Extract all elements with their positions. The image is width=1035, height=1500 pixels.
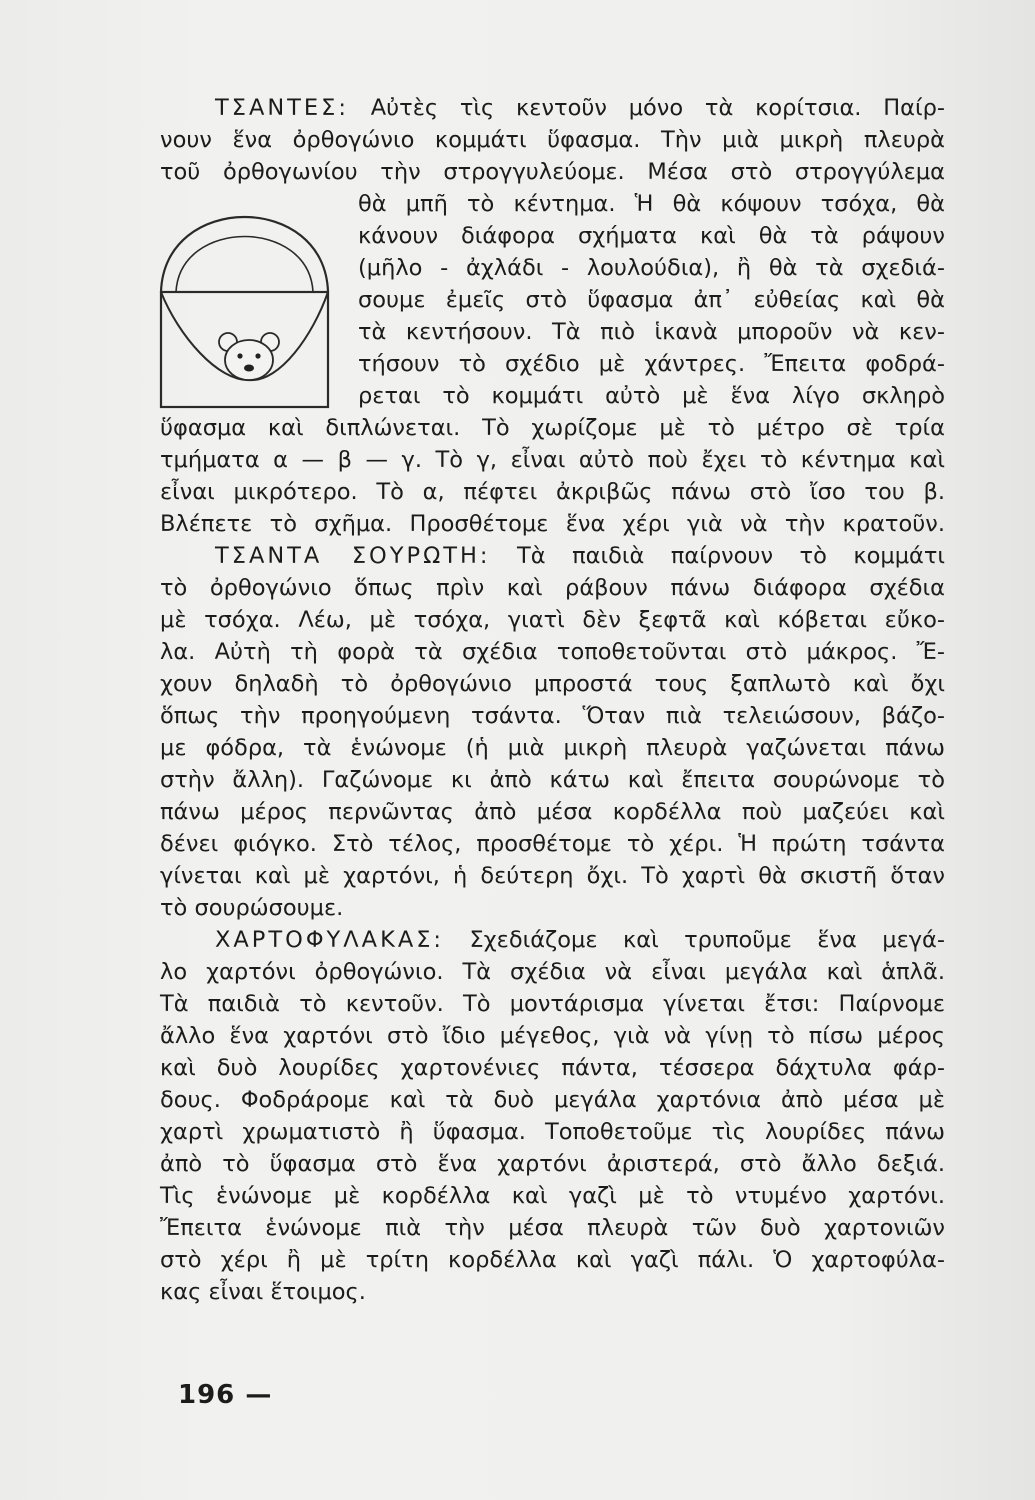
text-line: τοῦ ὀρθογωνίου τὴν στρογγυλεύομε. Μέσα στὸ στρογγύλεμα (160, 159, 945, 185)
text-line: τὰ κεντήσουν. Τὰ πιὸ ἱκανὰ μποροῦν νὰ κεν- (358, 319, 945, 345)
heading-tsanta-sourwti: ΤΣΑΝΤΑ ΣΟΥΡΩΤΗ: (215, 543, 491, 569)
text-line: δένει φιόγκο. Στὸ τέλος, προσθέτομε τὸ χέρι. Ἡ πρώτη τσάντα (160, 831, 945, 857)
text-line: μὲ τσόχα. Λέω, μὲ τσόχα, γιατὶ δὲν ξεφτᾶ καὶ κόβεται εὔκο- (160, 607, 945, 633)
text-line: (μῆλο - ἀχλάδι - λουλούδια), ἢ θὰ τὰ σχεδιά- (358, 255, 945, 281)
text-line: ὅπως τὴν προηγούμενη τσάντα. Ὅταν πιὰ τελειώσουν, βάζο- (160, 703, 945, 729)
text-line: τήσουν τὸ σχέδιο μὲ χάντρες. Ἔπειτα φοδρά- (358, 351, 945, 377)
heading-tsantes: ΤΣΑΝΤΕΣ: (215, 95, 349, 121)
text-line: με φόδρα, τὰ ἑνώνομε (ἡ μιὰ μικρὴ πλευρὰ γαζώνεται πάνω (160, 735, 945, 761)
text-line: ρεται τὸ κομμάτι αὐτὸ μὲ ἕνα λίγο σκληρὸ (358, 383, 945, 409)
text-line: ΤΣΑΝΤΕΣ: Αὐτὲς τὶς κεντοῦν μόνο τὰ κορίτσια. Παίρ- (160, 92, 945, 124)
heading-xartofylakas: ΧΑΡΤΟΦΥΛΑΚΑΣ: (215, 927, 445, 953)
text-line: νουν ἕνα ὀρθογώνιο κομμάτι ὕφασμα. Τὴν μιὰ μικρὴ πλευρὰ (160, 127, 945, 153)
text-line: τμήματα α — β — γ. Τὸ γ, εἶναι αὐτὸ ποὺ ἔχει τὸ κέντημα καὶ (160, 447, 945, 473)
text-line: πάνω μέρος περνῶντας ἀπὸ μέσα κορδέλλα ποὺ μαζεύει καὶ (160, 799, 945, 825)
text-line: θὰ μπῆ τὸ κέντημα. Ἡ θὰ κόψουν τσόχα, θὰ (358, 191, 945, 217)
page-number: 196 — (178, 1380, 273, 1410)
text-line: Ἔπειτα ἑνώνομε πιὰ τὴν μέσα πλευρὰ τῶν δυὸ χαρτονιῶν (160, 1215, 945, 1241)
text-line: χουν δηλαδὴ τὸ ὀρθογώνιο μπροστά τους ξαπλωτὸ καὶ ὄχι (160, 671, 945, 697)
text-line: ἄλλο ἕνα χαρτόνι στὸ ἴδιο μέγεθος, γιὰ νὰ γίνῃ τὸ πίσω μέρος (160, 1023, 945, 1049)
text-line: σουμε ἐμεῖς στὸ ὕφασμα ἀπ᾿ εὐθείας καὶ θὰ (358, 287, 945, 313)
text-line: ὕφασμα καὶ διπλώνεται. Τὸ χωρίζομε μὲ τὸ μέτρο σὲ τρία (160, 415, 945, 441)
text-line: ἀπὸ τὸ ὕφασμα στὸ ἕνα χαρτόνι ἀριστερά, στὸ ἄλλο δεξιά. (160, 1151, 945, 1177)
text-line: στὸ χέρι ἢ μὲ τρίτη κορδέλλα καὶ γαζὶ πάλι. Ὁ χαρτοφύλα- (160, 1247, 945, 1273)
text-line: τὸ ὀρθογώνιο ὅπως πρὶν καὶ ράβουν πάνω διάφορα σχέδια (160, 575, 945, 601)
text-line: Τὶς ἑνώνομε μὲ κορδέλλα καὶ γαζὶ μὲ τὸ ντυμένο χαρτόνι. (160, 1183, 945, 1209)
text-line: Τὰ παιδιὰ τὸ κεντοῦν. Τὸ μοντάρισμα γίνεται ἔτσι: Παίρνομε (160, 991, 945, 1017)
text-line: Βλέπετε τὸ σχῆμα. Προσθέτομε ἕνα χέρι γιὰ νὰ τὴν κρατοῦν. (160, 511, 945, 537)
text-line: ΧΑΡΤΟΦΥΛΑΚΑΣ: Σχεδιάζομε καὶ τρυποῦμε ἕνα μεγά- (160, 924, 945, 956)
text-line: λα. Αὐτὴ τὴ φορὰ τὰ σχέδια τοποθετοῦνται στὸ μάκρος. Ἔ- (160, 639, 945, 665)
page-text (160, 92, 945, 1308)
text-line: λο χαρτόνι ὀρθογώνιο. Τὰ σχέδια νὰ εἶναι μεγάλα καὶ ἁπλᾶ. (160, 959, 945, 985)
text-line: καὶ δυὸ λουρίδες χαρτονένιες πάντα, τέσσερα δάχτυλα φάρ- (160, 1055, 945, 1081)
text-line: γίνεται καὶ μὲ χαρτόνι, ἡ δεύτερη ὄχι. Τὸ χαρτὶ θὰ σκιστῆ ὅταν (160, 863, 945, 889)
text-line: δους. Φοδράρομε καὶ τὰ δυὸ μεγάλα χαρτόνια ἀπὸ μέσα μὲ (160, 1087, 945, 1113)
text-line: στὴν ἄλλη). Γαζώνομε κι ἀπὸ κάτω καὶ ἔπειτα σουρώνομε τὸ (160, 767, 945, 793)
text-line: τὸ σουρώσουμε. (160, 895, 344, 921)
text-line: εἶναι μικρότερο. Τὸ α, πέφτει ἀκριβῶς πάνω στὸ ἴσο του β. (160, 479, 945, 505)
text-line: χαρτὶ χρωματιστὸ ἢ ὕφασμα. Τοποθετοῦμε τὶς λουρίδες πάνω (160, 1119, 945, 1145)
text-line: κας εἶναι ἕτοιμος. (160, 1279, 366, 1305)
text-line: κάνουν διάφορα σχήματα καὶ θὰ τὰ ράψουν (358, 223, 945, 249)
text-line: ΤΣΑΝΤΑ ΣΟΥΡΩΤΗ: Τὰ παιδιὰ παίρνουν τὸ κομμάτι (160, 540, 945, 572)
